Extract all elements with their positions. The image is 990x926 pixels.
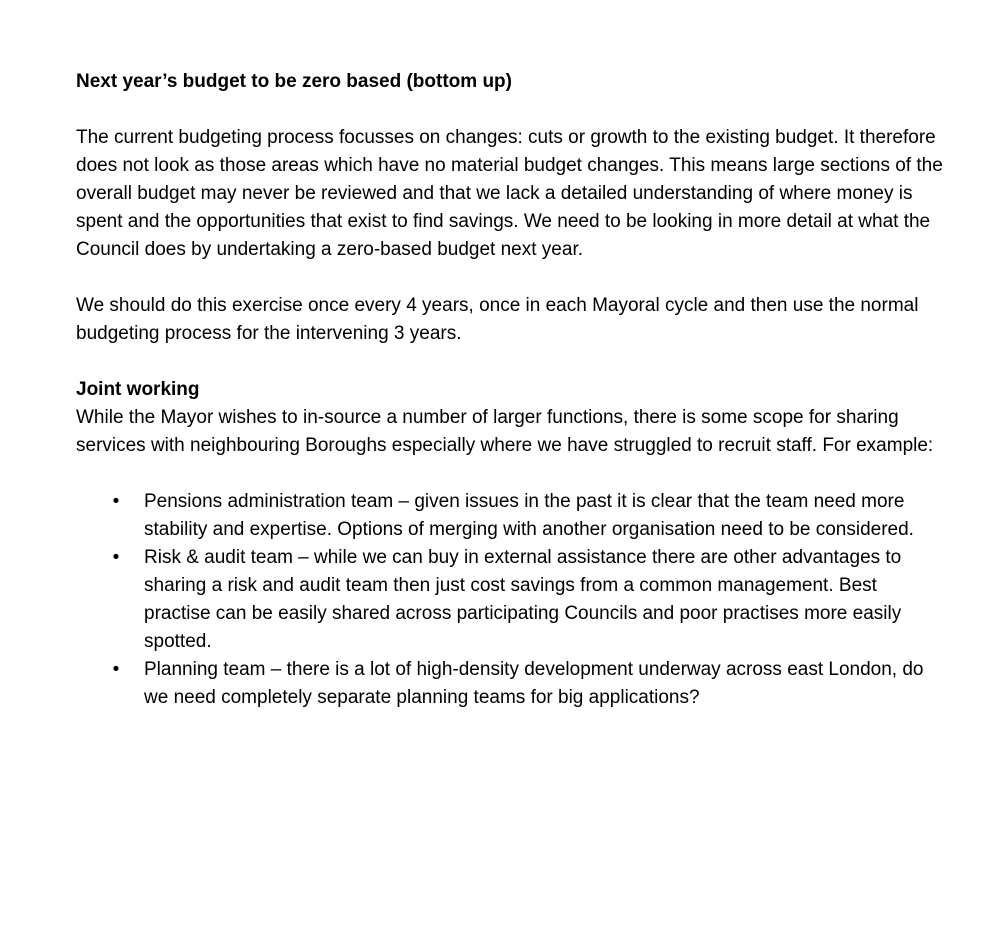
spacer — [76, 96, 946, 124]
list-item — [76, 656, 946, 712]
paragraph-joint-working-intro: While the Mayor wishes to in-source a number of larger functions, there is some scope for sharing services with neighbouring Boroughs especially where we have struggled to recruit staff. For example: — [76, 407, 934, 456]
section-heading-joint-working: Joint working — [76, 379, 200, 400]
list-item-text: Planning team – there is a lot of high-density development underway across east London, do we need completely separate planning teams for big applications? — [144, 659, 924, 708]
bullet-list — [76, 488, 946, 712]
bullet-icon: • — [112, 547, 120, 568]
spacer — [76, 460, 946, 488]
bullet-icon: • — [112, 659, 120, 680]
document-body — [76, 68, 946, 712]
list-item — [76, 544, 946, 656]
list-item — [76, 488, 946, 544]
paragraph-budget-process: The current budgeting process focusses on changes: cuts or growth to the existing budget. It therefore does not look as those areas which have no material budget changes. This means large sections of the overall budget may never be reviewed and that we lack a detailed understanding of where money is spent and the opportunities that exist to find savings. We need to be looking in more detail at what the Council does by undertaking a zero-based budget next year. — [76, 127, 943, 260]
spacer — [76, 348, 946, 376]
section-heading-zero-based-budget: Next year’s budget to be zero based (bottom up) — [76, 71, 512, 92]
paragraph-mayoral-cycle: We should do this exercise once every 4 years, once in each Mayoral cycle and then use the normal budgeting process for the intervening 3 years. — [76, 295, 919, 344]
bullet-icon: • — [112, 491, 120, 512]
spacer — [76, 264, 946, 292]
list-item-text: Risk & audit team – while we can buy in external assistance there are other advantages to sharing a risk and audit team then just cost savings from a common management. Best practise can be easily shared across participating Councils and poor practises more easily spotted. — [144, 547, 902, 652]
list-item-text: Pensions administration team – given issues in the past it is clear that the team need more stability and expertise. Options of merging with another organisation need to be considered. — [144, 491, 914, 540]
